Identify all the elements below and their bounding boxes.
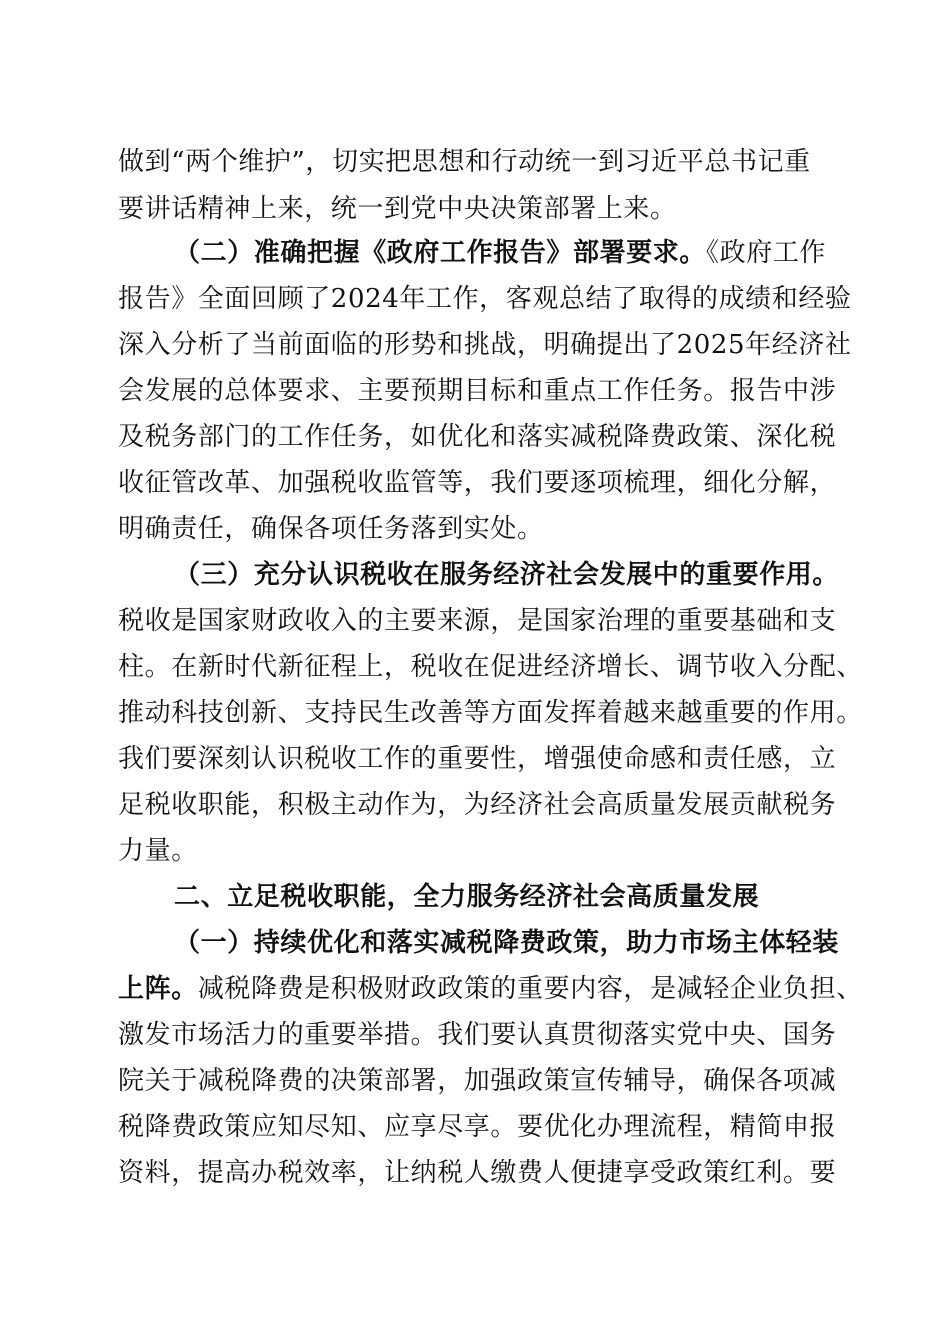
section-heading: 二、立足税收职能，全力服务经济社会高质量发展: [174, 882, 760, 912]
paragraph-line: 明确责任，确保各项任务落到实处。: [118, 514, 544, 544]
paragraph-line: 推动科技创新、支持民生改善等方面发挥着越来越重要的作用。: [118, 698, 863, 728]
subheading-line: （一）持续优化和落实减税降费政策，助力市场主体轻装: [174, 928, 840, 958]
paragraph-line: 柱。在新时代新征程上，税收在促进经济增长、调节收入分配、: [118, 652, 863, 682]
subheading-text: （二）准确把握《政府工作报告》部署要求。: [174, 238, 707, 268]
paragraph-line: 深入分析了当前面临的形势和挑战，明确提出了2025年经济社: [118, 330, 852, 360]
subheading-text: 上阵。: [118, 974, 198, 1004]
paragraph-line: 我们要深刻认识税收工作的重要性，增强使命感和责任感，立: [118, 744, 837, 774]
subheading-line: [174, 227, 894, 279]
paragraph-line: 力量。: [118, 836, 198, 866]
paragraph-line: 税降费政策应知尽知、应享尽享。要优化办理流程，精简申报: [118, 1112, 837, 1142]
paragraph-line: 做到“两个维护”，切实把思想和行动统一到习近平总书记重: [118, 147, 811, 177]
subheading-line: （三）充分认识税收在服务经济社会发展中的重要作用。: [174, 560, 840, 590]
paragraph-line: 会发展的总体要求、主要预期目标和重点工作任务。报告中涉: [118, 376, 837, 406]
paragraph-line: 要讲话精神上来，统一到党中央决策部署上来。: [118, 194, 677, 224]
paragraph-line: 收征管改革、加强税收监管等，我们要逐项梳理，细化分解，: [118, 468, 837, 498]
paragraph-line: 院关于减税降费的决策部署，加强政策宣传辅导，确保各项减: [118, 1066, 837, 1096]
paragraph-line: 税收是国家财政收入的主要来源，是国家治理的重要基础和支: [118, 606, 837, 636]
paragraph-line: 资料，提高办税效率，让纳税人缴费人便捷享受政策红利。要: [118, 1158, 837, 1188]
paragraph-line: 足税收职能，积极主动作为，为经济社会高质量发展贡献税务: [118, 790, 837, 820]
paragraph-text: 减税降费是积极财政政策的重要内容，是减轻企业负担、: [197, 974, 863, 1004]
paragraph-line: 报告》全面回顾了2024年工作，客观总结了取得的成绩和经验: [118, 284, 852, 314]
paragraph-line: 及税务部门的工作任务，如优化和落实减税降费政策、深化税: [118, 422, 837, 452]
paragraph-line: [118, 963, 863, 1015]
paragraph-text: 《政府工作: [706, 238, 827, 268]
paragraph-line: 激发市场活力的重要举措。我们要认真贯彻落实党中央、国务: [118, 1020, 837, 1050]
